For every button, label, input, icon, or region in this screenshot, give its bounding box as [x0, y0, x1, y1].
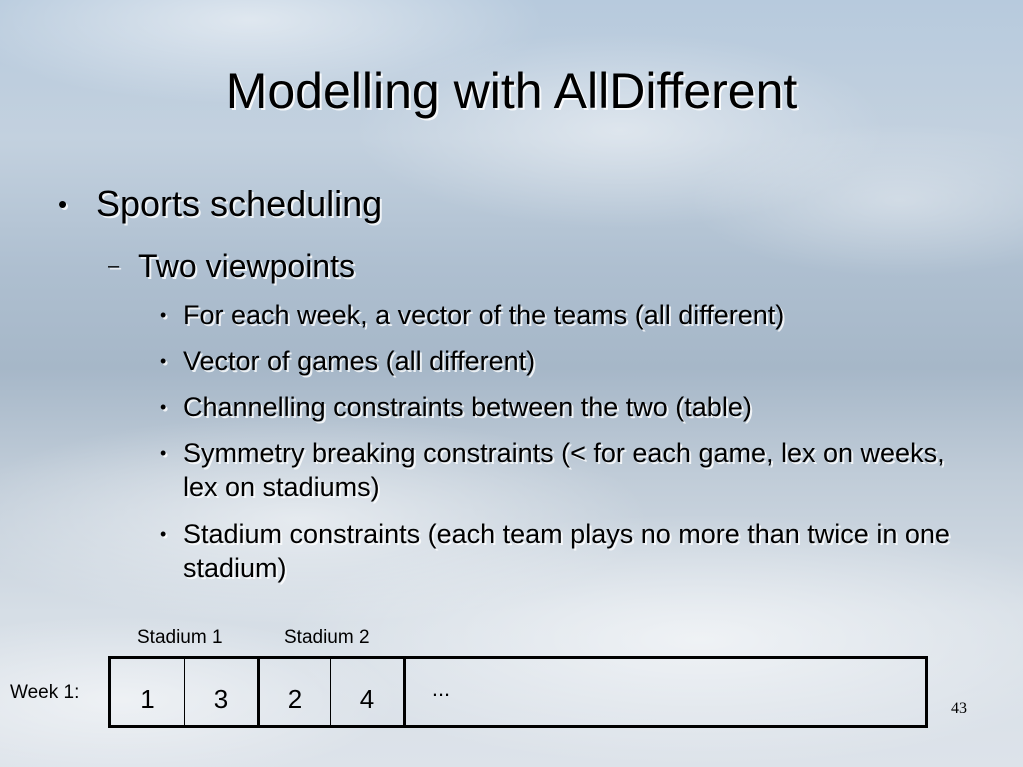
bullet-marker: •: [160, 305, 167, 325]
bullet-marker: •: [58, 189, 68, 219]
stadium-divider: [403, 659, 406, 725]
list-item-text: Vector of games (all different): [183, 346, 536, 376]
slide-title: Modelling with AllDifferent: [225, 63, 798, 119]
table-cell: 1: [140, 684, 155, 714]
list-item-text: Stadium constraints (each team plays no more than twice in one stadium): [183, 519, 950, 583]
list-item: [160, 517, 970, 585]
sub-bullet-text: Two viewpoints: [138, 248, 355, 284]
list-item: [160, 298, 970, 332]
schedule-table: [108, 656, 928, 728]
bullet-marker: •: [160, 351, 167, 371]
dash-marker: –: [108, 255, 120, 277]
list-item: [160, 436, 970, 504]
column-label-stadium-2: Stadium 2: [284, 627, 370, 648]
bullet-marker: •: [160, 443, 167, 463]
list-item-text: Channelling constraints between the two (table): [183, 392, 752, 422]
table-cell: 3: [213, 684, 229, 714]
bullet-marker: •: [160, 397, 167, 417]
table-cell: 4: [359, 684, 375, 714]
list-item: [160, 344, 970, 378]
page-number: 43: [951, 700, 967, 717]
list-item-text: For each week, a vector of the teams (all different): [183, 300, 785, 330]
list-item-text: Symmetry breaking constraints (< for each game, lex on weeks, lex on stadiums): [183, 438, 945, 502]
bullet-text: Sports scheduling: [96, 183, 383, 224]
table-cell: 2: [287, 684, 303, 714]
bullet-marker: •: [160, 524, 167, 544]
row-label-week-1: Week 1:: [10, 682, 80, 703]
list-item: [160, 390, 970, 424]
table-cell-ellipsis: ...: [431, 676, 451, 701]
column-label-stadium-1: Stadium 1: [137, 627, 223, 648]
